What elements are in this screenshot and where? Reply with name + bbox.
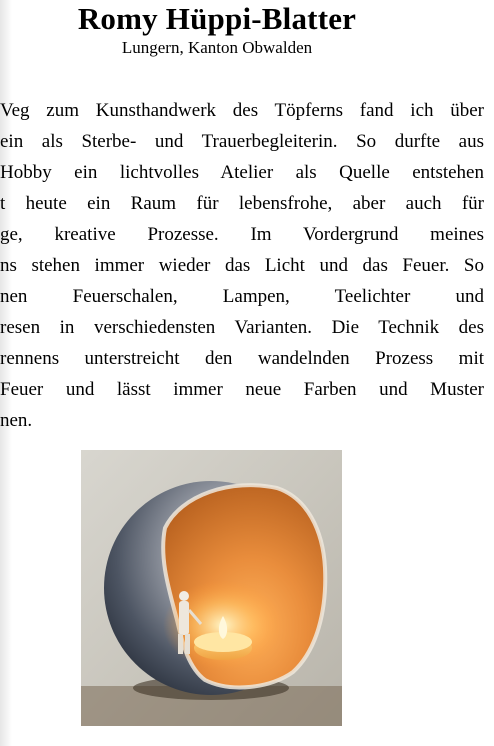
paragraph-line: Veg zum Kunsthandwerk des Töpferns fand ich über xyxy=(0,100,484,121)
body-paragraph xyxy=(0,95,484,436)
paragraph-line: rennens unterstreicht den wandelnden Prozess mit xyxy=(0,348,484,369)
paragraph-line: Feuer und lässt immer neue Farben und Muster xyxy=(0,379,484,400)
paragraph-line: nen. xyxy=(0,410,33,431)
page-title: Romy Hüppi-Blatter xyxy=(77,1,357,36)
paragraph-line: ein als Sterbe- und Trauerbegleiterin. So durfte aus xyxy=(0,131,484,152)
paragraph-line: ns stehen immer wieder das Licht und das Feuer. So xyxy=(0,255,484,276)
paragraph-line: nen Feuerschalen, Lampen, Teelichter und xyxy=(0,286,484,307)
paragraph-line: t heute ein Raum für lebensfrohe, aber auch für xyxy=(0,193,484,214)
paragraph-line: ge, kreative Prozesse. Im Vordergrund meines xyxy=(0,224,484,245)
ceramic-lantern-photo xyxy=(81,450,342,726)
paragraph-line: resen in verschiedensten Varianten. Die Technik des xyxy=(0,317,484,338)
paragraph-line: Hobby ein lichtvolles Atelier als Quelle entstehen xyxy=(0,162,484,183)
page-subtitle: Lungern, Kanton Obwalden xyxy=(121,38,313,57)
